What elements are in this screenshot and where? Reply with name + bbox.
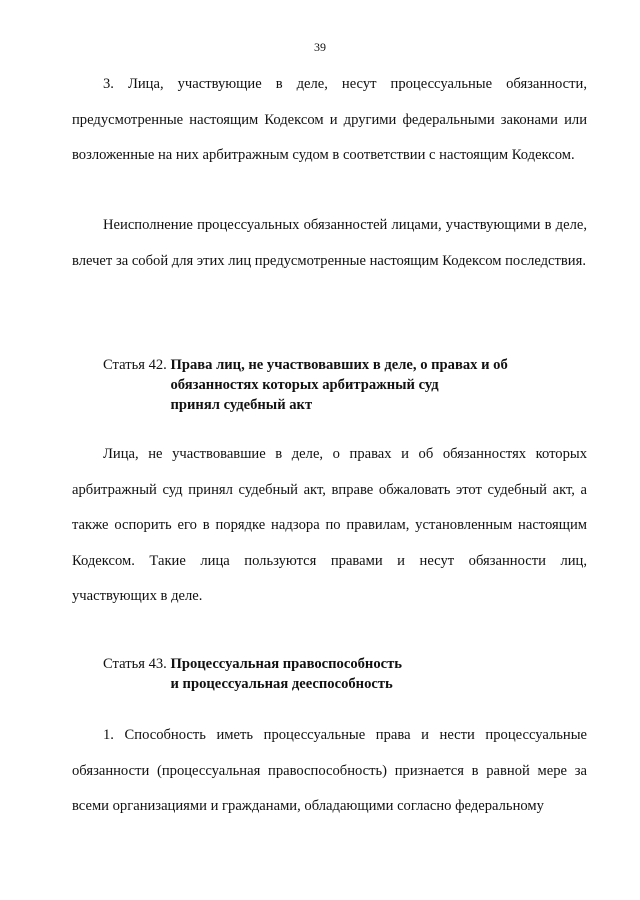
article-42-title-line2: обязанностях которых арбитражный суд	[170, 377, 439, 393]
paragraph-obligations: 3. Лица, участвующие в деле, несут процессуальные обязанности, предусмотренные настоящим Кодексом и другими федеральными законами или возложенные на них арбитражным судом в соответствии с настоящим Кодексом.	[72, 76, 587, 163]
page-number: 39	[314, 40, 326, 54]
paragraph-article-43-body: 1. Способность иметь процессуальные права и нести процессуальные обязанности (процессуальная правоспособность) признается в равной мере за всеми организациями и гражданами, обладающими согласно федеральному	[72, 727, 587, 814]
article-42-title-line1: Права лиц, не участвовавших в деле, о правах и об	[170, 357, 508, 373]
article-43-title-line1: Процессуальная правоспособность	[170, 656, 402, 672]
article-42-number: Статья 42.	[103, 357, 167, 373]
article-43-title-line2: и процессуальная дееспособность	[170, 676, 393, 692]
article-42-title-line3: принял судебный акт	[170, 397, 313, 413]
article-43-number: Статья 43.	[103, 656, 167, 672]
article-42-heading	[103, 355, 563, 415]
paragraph-article-42-body: Лица, не участвовавшие в деле, о правах и об обязанностях которых арбитражный суд принял судебный акт, вправе обжаловать этот судебный акт, а также оспорить его в порядке надзора по правилам, установленным настоящим Кодексом. Такие лица пользуются правами и несут обязанности лиц, участвующих в деле.	[72, 446, 587, 604]
article-43-heading	[103, 654, 563, 694]
paragraph-non-fulfillment: Неисполнение процессуальных обязанностей лицами, участвующими в деле, влечет за собой для этих лиц предусмотренные настоящим Кодексом последствия.	[72, 217, 587, 269]
